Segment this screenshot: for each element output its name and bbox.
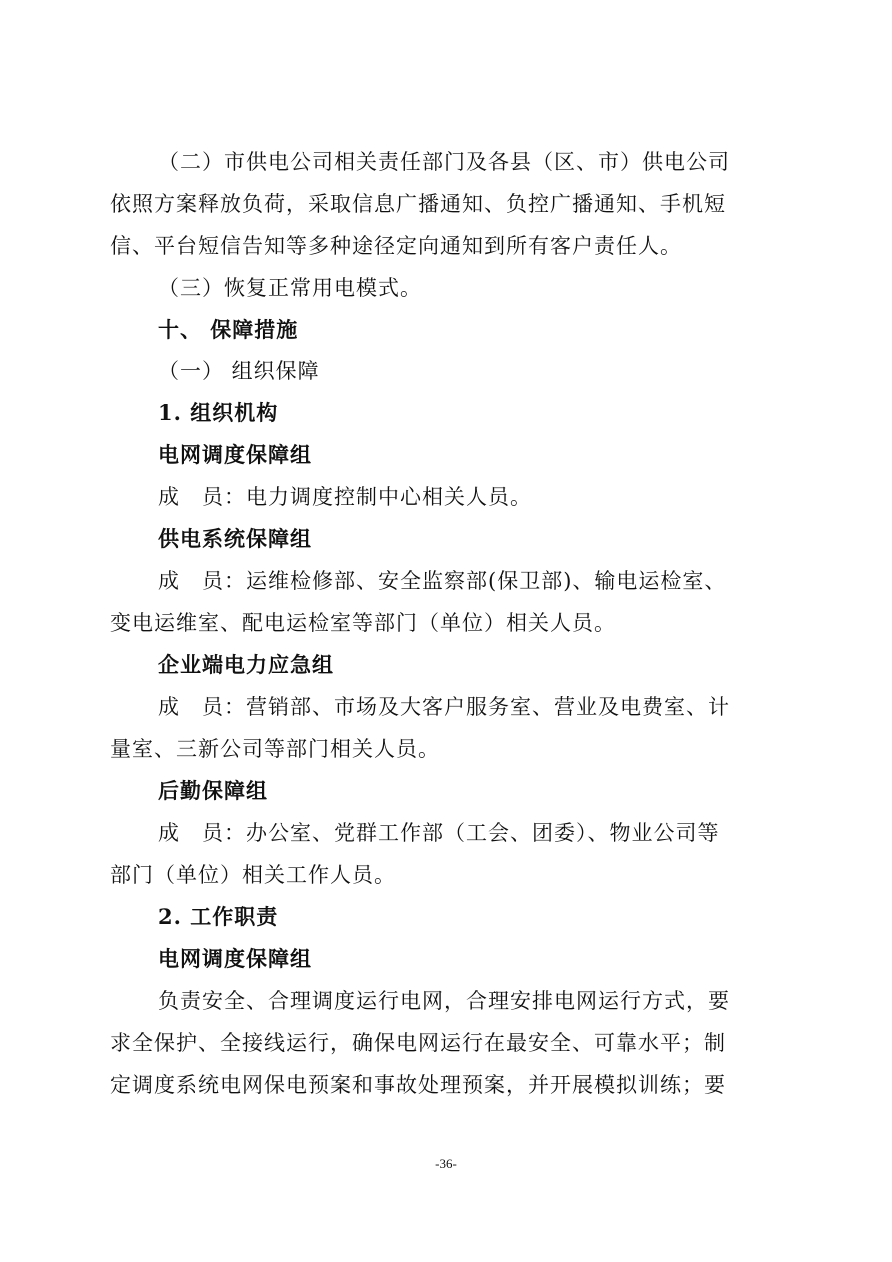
paragraph-line: 量室、三新公司等部门相关人员。	[110, 737, 440, 761]
group-heading: 供电系统保障组	[158, 526, 312, 551]
paragraph-line: 负责安全、合理调度运行电网，合理安排电网运行方式，要	[158, 989, 730, 1013]
paragraph-line: 信、平台短信告知等多种途径定向通知到所有客户责任人。	[110, 234, 682, 258]
paragraph-line: 依照方案释放负荷，采取信息广播通知、负控广播通知、手机短	[110, 192, 726, 216]
paragraph-line: 成 员：电力调度控制中心相关人员。	[158, 485, 532, 509]
paragraph-line: 定调度系统电网保电预案和事故处理预案，并开展模拟训练；要	[110, 1073, 726, 1097]
group-heading: 企业端电力应急组	[158, 652, 334, 677]
paragraph-line: 成 员：营销部、市场及大客户服务室、营业及电费室、计	[158, 695, 730, 719]
numbered-heading: 1. 组织机构	[158, 400, 279, 425]
paragraph-line: 求全保护、全接线运行，确保电网运行在最安全、可靠水平；制	[110, 1031, 726, 1055]
group-heading: 后勤保障组	[158, 778, 268, 803]
paragraph-line: 成 员：运维检修部、安全监察部(保卫部)、输电运检室、	[158, 569, 727, 593]
paragraph-line: （二）市供电公司相关责任部门及各县（区、市）供电公司	[158, 150, 730, 174]
numbered-heading: 2. 工作职责	[158, 904, 279, 929]
subsection-heading: （一） 组织保障	[158, 359, 320, 383]
paragraph-line: （三）恢复正常用电模式。	[158, 276, 422, 300]
section-heading: 十、 保障措施	[158, 317, 299, 342]
paragraph-line: 成 员：办公室、党群工作部（工会、团委）、物业公司等	[158, 821, 720, 845]
page-number: -36-	[435, 1156, 457, 1171]
paragraph-line: 变电运维室、配电运检室等部门（单位）相关人员。	[110, 611, 616, 635]
group-heading: 电网调度保障组	[158, 442, 312, 467]
group-heading: 电网调度保障组	[158, 946, 312, 971]
paragraph-line: 部门（单位）相关工作人员。	[110, 863, 396, 887]
